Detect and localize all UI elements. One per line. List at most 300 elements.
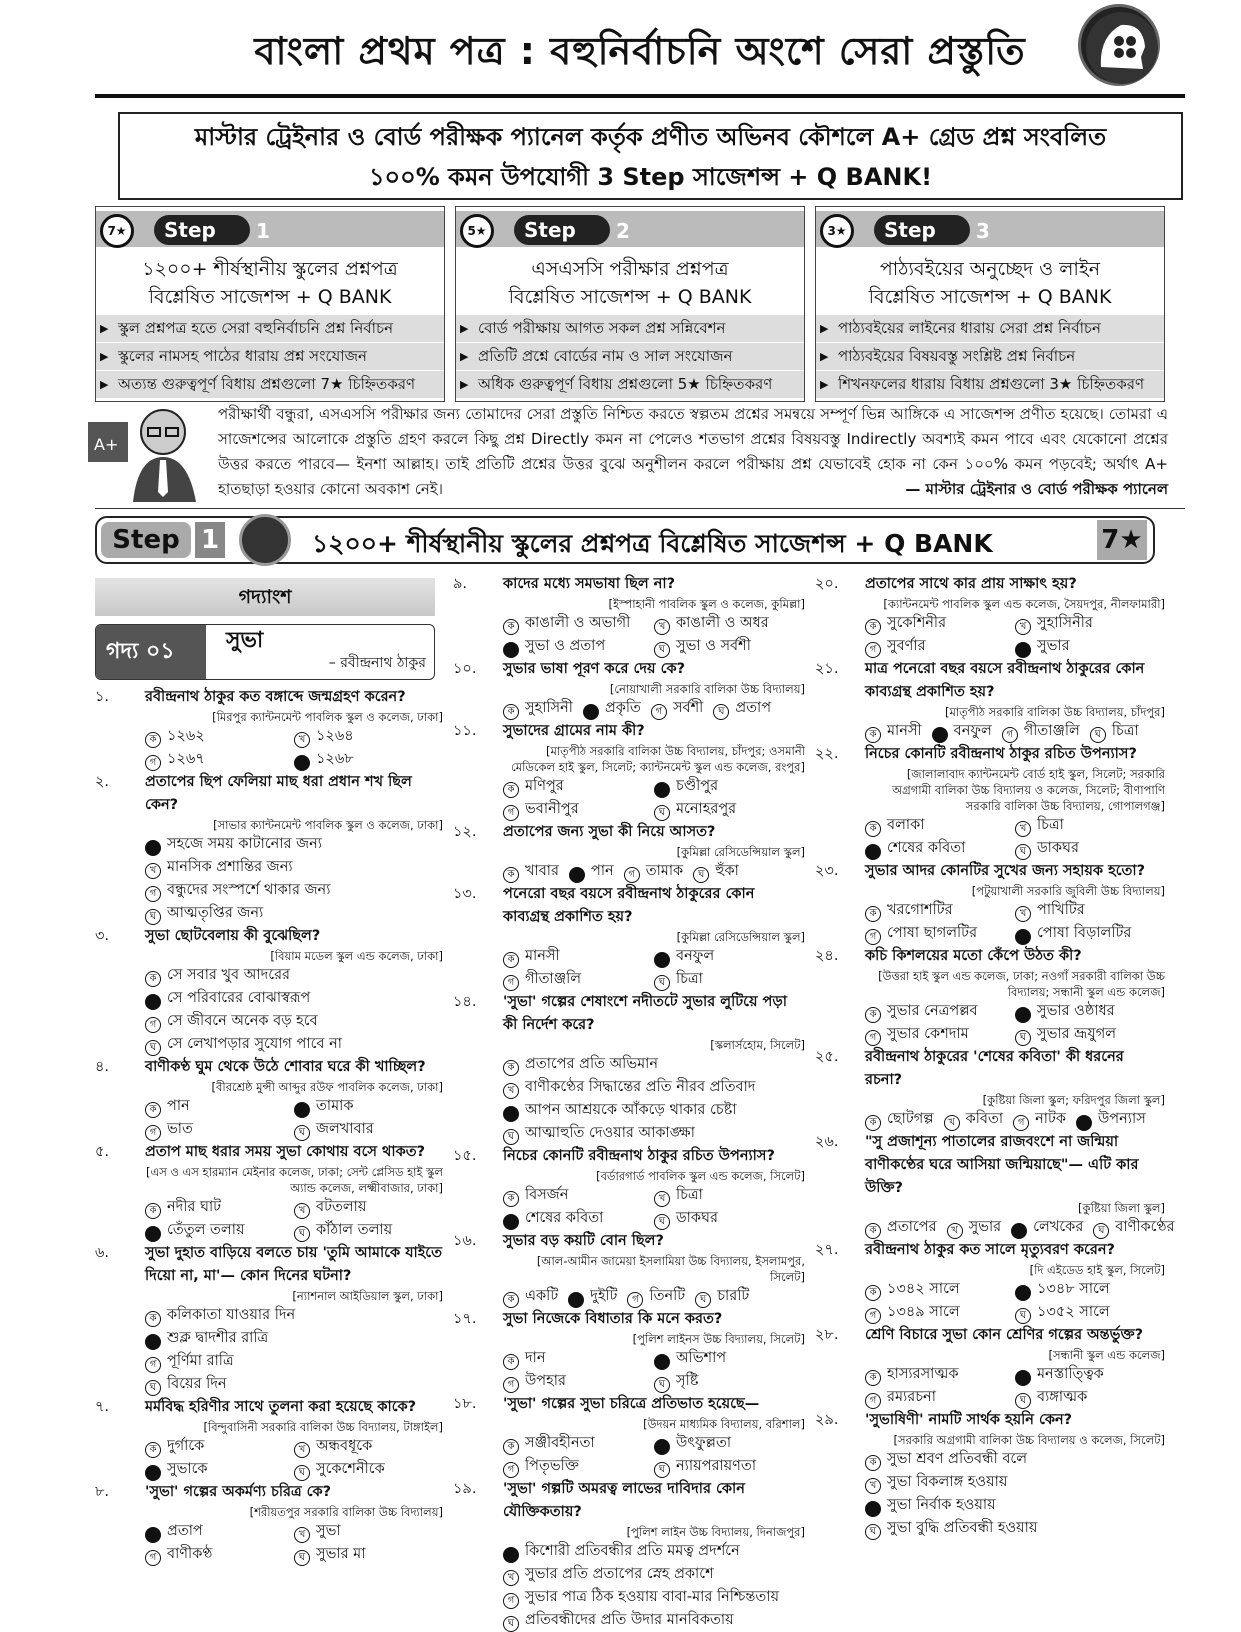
- option-item: [654, 968, 805, 991]
- option-item: [503, 1432, 654, 1455]
- option-item: [503, 1207, 654, 1230]
- options-grid: [453, 1432, 805, 1478]
- option-text: সুকেশিনীর: [887, 615, 947, 631]
- option-text: মানসিক প্রশান্তির জন্য: [167, 859, 293, 875]
- question-item: [95, 771, 443, 833]
- option-item: [1015, 1000, 1165, 1023]
- option-letter-icon: ক: [865, 1007, 881, 1023]
- option-text: ১২৬২: [167, 728, 205, 744]
- option-text: প্রকৃতি: [604, 700, 641, 716]
- option-item: [95, 833, 443, 856]
- option-text: খরগোশটির: [887, 902, 953, 918]
- option-text: কাঁঠাল তলায়: [316, 1222, 393, 1238]
- question-item: [95, 925, 443, 964]
- option-item: [95, 1304, 443, 1327]
- options-grid: [815, 1363, 1165, 1409]
- question-text: সুভা নিজেকে বিধাতার কি মনে করত?: [503, 1311, 723, 1327]
- option-letter-icon: গ: [145, 1357, 161, 1373]
- step-title: [96, 255, 444, 311]
- question-source: [বর্ডারগার্ড পাবলিক স্কুল এন্ড কলেজ, সিলেট]: [596, 1169, 805, 1183]
- option-item: [654, 635, 805, 658]
- option-item: [453, 1586, 805, 1609]
- option-letter-icon: ক: [145, 971, 161, 987]
- answer-marker-icon: ঘ: [1076, 1115, 1092, 1131]
- question-item: [815, 1324, 1165, 1363]
- option-item: [654, 798, 805, 821]
- option-text: মণিপুর: [525, 778, 564, 794]
- option-text: চিত্রা: [1037, 817, 1064, 833]
- option-letter-icon: ঘ: [1015, 1393, 1031, 1409]
- option-letter-icon: খ: [1015, 821, 1031, 837]
- option-item: [865, 720, 922, 743]
- option-item: [503, 775, 654, 798]
- question-text: সুভার আদর কোনটির সুখের জন্য সহায়ক হতো?: [865, 863, 1146, 879]
- option-letter-icon: গ: [1013, 1115, 1029, 1131]
- option-letter-icon: ক: [503, 782, 519, 798]
- option-item: [1015, 922, 1165, 945]
- star-badge: 5★: [460, 214, 494, 248]
- option-letter-icon: ক: [865, 727, 881, 743]
- option-item: [654, 1455, 805, 1478]
- option-text: চিত্রা: [676, 971, 703, 987]
- options-grid: [815, 1278, 1165, 1324]
- question-item: [453, 658, 805, 697]
- option-item: [865, 635, 1015, 658]
- question-source: [পুলিশ লাইনস উচ্চ বিদ্যালয়, সিলেট]: [632, 1332, 805, 1346]
- options-list: [95, 964, 443, 1056]
- question-text: সুভার ভাষা পূরণ করে দেয় কে?: [503, 661, 686, 677]
- question-text: 'সুভা' গল্পের অকর্মণ্য চরিত্র কে?: [145, 1484, 332, 1500]
- question-source: [আল-আমীন জামেয়া ইসলামিয়া উচ্চ বিদ্যালয়, ইসলামপুর, সিলেট]: [536, 1254, 805, 1284]
- step-bar: [456, 211, 804, 247]
- question-column-2: [453, 573, 805, 1632]
- question-text: 'সুভাষিণী' নামটি সার্থক হয়নি কেন?: [865, 1412, 1073, 1428]
- option-letter-icon: গ: [624, 867, 640, 883]
- step-feature: ▶ পাঠ্যবইয়ের লাইনের ধারায় সেরা প্রশ্ন নির্বাচন: [816, 315, 1164, 342]
- question-item: [815, 1239, 1165, 1278]
- option-item: [932, 720, 992, 743]
- options-grid: [815, 1000, 1165, 1046]
- option-letter-icon: ঘ: [654, 805, 670, 821]
- answer-marker-icon: ক: [145, 1527, 161, 1543]
- option-item: [1015, 837, 1165, 860]
- option-letter-icon: খ: [1015, 619, 1031, 635]
- option-item: [453, 1563, 805, 1586]
- option-item: [503, 798, 654, 821]
- option-text: ১৩৪৯ সালে: [887, 1304, 960, 1320]
- option-item: [145, 1118, 294, 1141]
- question-number: ১১.: [453, 723, 477, 739]
- option-item: [654, 1347, 805, 1370]
- option-text: বটতলায়: [316, 1199, 367, 1215]
- question-source: [কুমিল্লা রেসিডেন্সিয়াল স্কুল]: [676, 930, 805, 944]
- question-source: [ন্যাশনাল আইডিয়াল স্কুল, ঢাকা]: [292, 1289, 443, 1303]
- option-text: সঞ্জীবহীনতা: [525, 1435, 595, 1451]
- option-text: হুঁকা: [715, 863, 739, 879]
- option-text: শেষের কবিতা: [887, 840, 966, 856]
- question-number: ২০.: [815, 576, 839, 592]
- option-item: [294, 1520, 443, 1543]
- option-letter-icon: খ: [865, 1478, 881, 1494]
- option-letter-icon: গ: [503, 1377, 519, 1393]
- option-item: [569, 860, 614, 883]
- option-item: [1013, 1108, 1066, 1131]
- option-item: [95, 1350, 443, 1373]
- option-text: সুভা ও সর্বশী: [676, 638, 751, 654]
- question-source: [মাতৃপীঠ সরকারি বালিকা উচ্চ বিদ্যালয়, চাঁদপুর; ওসমানী মেডিকেল হাই স্কুল, সিলেট; ক্যান্টনমেন্ট স্কুল এন্ড কলেজ, রংপুর]: [511, 744, 805, 774]
- option-item: [95, 1033, 443, 1056]
- step-features: [96, 315, 444, 399]
- option-item: [865, 612, 1015, 635]
- option-letter-icon: ঘ: [1015, 1030, 1031, 1046]
- step-feature: ▶ স্কুল প্রশ্নপত্র হতে সেরা বহুনির্বাচনি প্রশ্ন নির্বাচন: [96, 315, 444, 342]
- step-number: 1: [195, 522, 225, 558]
- answer-marker-icon: খ: [932, 727, 948, 743]
- option-item: [1015, 1363, 1165, 1386]
- option-letter-icon: গ: [865, 929, 881, 945]
- option-text: পান: [167, 1098, 190, 1114]
- question-number: ২.: [95, 774, 110, 790]
- option-text: সুভার পাত্র ঠিক হওয়ায় বাবা-মার নিশ্চিন্ততায়: [525, 1589, 780, 1605]
- option-letter-icon: খ: [294, 1442, 310, 1458]
- question-text: মাত্র পনেরো বছর বয়সে রবীন্দ্রনাথ ঠাকুরের কোন কাব্যগ্রন্থ প্রকাশিত হয়?: [865, 661, 1145, 700]
- question-item: [453, 720, 805, 775]
- option-item: [1011, 1216, 1083, 1239]
- option-item: [145, 748, 294, 771]
- option-letter-icon: ঘ: [1093, 1223, 1109, 1239]
- promo-banner: [118, 112, 1183, 200]
- option-item: [713, 697, 771, 720]
- option-text: মানসী: [887, 723, 922, 739]
- answer-marker-icon: গ: [865, 844, 881, 860]
- question-number: ২২.: [815, 746, 839, 762]
- option-item: [294, 1095, 443, 1118]
- question-item: [815, 1131, 1165, 1216]
- option-item: [1015, 1301, 1165, 1324]
- step-box-3: [815, 206, 1165, 402]
- option-letter-icon: ঘ: [865, 1524, 881, 1540]
- option-text: মনোহরপুর: [676, 801, 737, 817]
- option-letter-icon: ঘ: [294, 1125, 310, 1141]
- option-item: [453, 1609, 805, 1632]
- option-letter-icon: ক: [865, 1223, 881, 1239]
- question-number: ১০.: [453, 661, 477, 677]
- option-letter-icon: খ: [654, 1191, 670, 1207]
- option-letter-icon: ঘ: [503, 1616, 519, 1632]
- question-text: সুভা ছোটবেলায় কী বুঝেছিল?: [145, 928, 321, 944]
- option-text: সুভার: [968, 1219, 1002, 1235]
- option-item: [503, 697, 573, 720]
- option-text: ভাত: [167, 1121, 193, 1137]
- option-letter-icon: ঘ: [503, 1129, 519, 1145]
- step-bar: [96, 211, 444, 247]
- option-text: বাণীকণ্ঠের: [1115, 1219, 1175, 1235]
- header-rule: [95, 94, 1185, 98]
- option-letter-icon: ক: [503, 1439, 519, 1455]
- option-text: ১৩৪২ সালে: [887, 1281, 960, 1297]
- option-text: বন্ধুদের সংস্পর্শে থাকার জন্য: [167, 882, 331, 898]
- question-number: ৫.: [95, 1144, 110, 1160]
- step-label: Step: [514, 215, 610, 245]
- option-item: [503, 635, 654, 658]
- option-text: ছোটগল্প: [887, 1111, 934, 1127]
- intro-signature: — মাস্টার ট্রেইনার ও বোর্ড পরীক্ষক প্যানেল: [905, 480, 1168, 498]
- answer-marker-icon: গ: [1011, 1223, 1027, 1239]
- question-source: [সরকারি অগ্রগামী বালিকা উচ্চ বিদ্যালয় ও কলেজ, সিলেট]: [893, 1433, 1165, 1447]
- step-feature: ▶ অধিক গুরুত্বপূর্ণ বিধায় প্রশ্নগুলো 5★ চিহ্নিতকরণ: [456, 371, 804, 398]
- question-text: সুভা দুহাত বাড়িয়ে বলতে চায় 'তুমি আমাকে যাইতে দিয়ো না, মা'— কোন দিনের ঘটনা?: [145, 1245, 443, 1284]
- question-source: [শরীয়তপুর সরকারি বালিকা উচ্চ বিদ্যালয়]: [249, 1505, 443, 1519]
- option-item: [453, 1122, 805, 1145]
- option-text: ১২৬৭: [167, 751, 205, 767]
- question-number: ৭.: [95, 1399, 110, 1415]
- question-source: [উত্তরা হাই স্কুল এন্ড কলেজ, ঢাকা; নওগাঁ সরকারী বালিকা উচ্চ বিদ্যালয়; সন্ধানী স্কুল এন্ড কলেজ]: [878, 969, 1165, 999]
- option-text: চিত্রা: [1111, 723, 1139, 739]
- option-item: [503, 1455, 654, 1478]
- step-label: Step: [874, 215, 970, 245]
- option-text: একটি: [525, 1288, 559, 1304]
- option-item: [815, 1494, 1165, 1517]
- question-number: ১৬.: [453, 1233, 477, 1249]
- option-item: [865, 1363, 1015, 1386]
- option-letter-icon: ক: [865, 906, 881, 922]
- option-letter-icon: খ: [654, 619, 670, 635]
- option-letter-icon: ঘ: [145, 909, 161, 925]
- options-grid: [815, 899, 1165, 945]
- option-text: পোষা বিড়ালটির: [1037, 925, 1132, 941]
- section-heading: গদ্যাংশ: [95, 578, 435, 616]
- answer-marker-icon: গ: [503, 642, 519, 658]
- option-item: [294, 1118, 443, 1141]
- option-text: পান: [590, 863, 614, 879]
- question-item: [453, 1308, 805, 1347]
- option-item: [503, 1285, 558, 1308]
- option-letter-icon: খ: [1015, 906, 1031, 922]
- option-item: [1002, 720, 1080, 743]
- option-text: শুক্ল দ্বাদশীর রাত্রি: [167, 1330, 269, 1346]
- question-text: মর্মবিদ্ধ হরিণীর সাথে তুলনা করা হয়েছে কাকে?: [145, 1399, 417, 1415]
- option-item: [503, 1370, 654, 1393]
- options-grid: [95, 1196, 443, 1242]
- option-text: খাবার: [525, 863, 559, 879]
- option-text: ডাকঘর: [1037, 840, 1079, 856]
- answer-marker-icon: খ: [145, 994, 161, 1010]
- option-text: নদীর ঘাট: [167, 1199, 222, 1215]
- step-features: [816, 315, 1164, 399]
- option-text: প্রতাপ: [735, 700, 772, 716]
- question-item: [815, 743, 1165, 814]
- option-letter-icon: ক: [145, 1102, 161, 1118]
- option-item: [583, 697, 641, 720]
- options-row: [453, 860, 805, 883]
- option-item: [95, 1327, 443, 1350]
- option-item: [1090, 720, 1139, 743]
- option-item: [1015, 1023, 1165, 1046]
- option-item: [95, 964, 443, 987]
- option-item: [503, 945, 654, 968]
- question-number: ২১.: [815, 661, 839, 677]
- option-letter-icon: গ: [503, 1462, 519, 1478]
- options-row: [815, 720, 1165, 743]
- question-item: [453, 821, 805, 860]
- step-title-line: বিশ্লেষিত সাজেশন্স + Q BANK: [148, 286, 392, 308]
- option-text: সে লেখাপড়ার সুযোগ পাবে না: [167, 1036, 342, 1052]
- question-item: [815, 860, 1165, 899]
- option-text: ব্যঙ্গাত্মক: [1037, 1389, 1088, 1405]
- question-text: 'সুভা' গল্পটি অমরত্ব লাভের দাবিদার কোন যৌক্তিকতায়?: [503, 1481, 745, 1520]
- question-source: [স্কলার্সহোম, সিলেট]: [710, 1038, 805, 1052]
- option-text: ন্যায়পরায়ণতা: [676, 1458, 757, 1474]
- question-source: [কুমিল্লা রেসিডেন্সিয়াল স্কুল]: [676, 845, 805, 859]
- option-item: [145, 1435, 294, 1458]
- option-item: [693, 860, 739, 883]
- option-item: [145, 1095, 294, 1118]
- step-title-line: বিশ্লেষিত সাজেশন্স + Q BANK: [508, 286, 752, 308]
- question-number: ২৭.: [815, 1242, 839, 1258]
- option-text: আপন আশ্রয়কে আঁকড়ে থাকার চেষ্টা: [525, 1102, 737, 1118]
- option-text: ১২৬৮: [316, 751, 354, 767]
- option-letter-icon: খ: [294, 1527, 310, 1543]
- option-text: ১৩৪৮ সালে: [1037, 1281, 1110, 1297]
- question-text: নিচের কোনটি রবীন্দ্রনাথ ঠাকুর রচিত উপন্যাস?: [503, 1148, 775, 1164]
- option-item: [815, 1471, 1165, 1494]
- question-text: প্রতাপ মাছ ধরার সময় সুভা কোথায় বসে থাকত?: [145, 1144, 426, 1160]
- option-text: সে জীবনে অনেক বড় হবে: [167, 1013, 318, 1029]
- option-text: রম্যরচনা: [887, 1389, 936, 1405]
- option-text: সুভা শ্রবণ প্রতিবন্ধী বলে: [887, 1451, 1028, 1467]
- option-item: [865, 1000, 1015, 1023]
- option-text: গীতাঞ্জলি: [525, 971, 582, 987]
- option-letter-icon: গ: [145, 1550, 161, 1566]
- question-text: রবীন্দ্রনাথ ঠাকুর কত সালে মৃত্যুবরণ করেন?: [865, 1242, 1115, 1258]
- option-letter-icon: ক: [865, 1285, 881, 1301]
- options-grid: [453, 1184, 805, 1230]
- intro-text: পরীক্ষার্থী বন্ধুরা, এসএসসি পরীক্ষার জন্য তোমাদের সেরা প্রস্তুতি নিশ্চিত করতে স্বল্পতম প্রশ্নের সমন্বয়ে সম্পূর্ণ ভিন্ন আঙ্গিকে এ সাজেশন্স প্রণীত হয়েছে। তোমরা এ সাজেশন্সের আলোকে প্রস্তুতি গ্রহণ করলে কিছু প্রশ্ন Directly কমন না পেলেও শতভাগ প্রশ্নের বিষয়বস্তু Indirectly অবশ্যই কমন পাবে এবং যেকোনো প্রশ্নের উত্তর করতে পারবে— ইনশা আল্লাহ। তাই প্রতিটি প্রশ্নের উত্তর বুঝে অনুশীলন করলে পরীক্ষায় প্রশ্ন যেভাবেই হোক না কেন ১০০% কমন পড়বেই; অর্থাৎ A+ হাতছাড়া হওয়ার কোনো অবকাশ নেই।: [218, 405, 1168, 498]
- question-source: [দি এইডেড হাই স্কুল, সিলেট]: [1029, 1263, 1165, 1277]
- option-letter-icon: ক: [503, 1060, 519, 1076]
- question-text: সুভার বড় কয়টি বোন ছিল?: [503, 1233, 664, 1249]
- step-feature: ▶ পাঠ্যবইয়ের বিষয়বস্তু সংশ্লিষ্ট প্রশ্ন নির্বাচন: [816, 343, 1164, 370]
- option-text: সুভা বুদ্ধি প্রতিবন্ধী হওয়ায়: [887, 1520, 1038, 1536]
- option-item: [294, 1458, 443, 1481]
- option-text: সুবর্ণার: [887, 638, 926, 654]
- option-text: সুভা বিকলাঙ্গ হওয়ায়: [887, 1474, 1008, 1490]
- option-letter-icon: গ: [503, 805, 519, 821]
- option-letter-icon: গ: [145, 1125, 161, 1141]
- answer-marker-icon: ক: [503, 1547, 519, 1563]
- question-source: [উদয়ন মাধ্যমিক বিদ্যালয়, বরিশাল]: [643, 1417, 805, 1431]
- option-letter-icon: খ: [944, 1115, 960, 1131]
- step-title-line: এসএসসি পরীক্ষার প্রশ্নপত্র: [531, 258, 729, 280]
- divider: [95, 508, 1185, 509]
- option-text: বাণীকণ্ঠের সিদ্ধান্তের প্রতি নীরব প্রতিবাদ: [525, 1079, 756, 1095]
- option-letter-icon: ক: [503, 952, 519, 968]
- option-text: উপহার: [525, 1373, 566, 1389]
- film-reel-icon: [239, 514, 291, 566]
- option-text: কাঙালী ও অধর: [676, 615, 769, 631]
- answer-marker-icon: খ: [569, 867, 585, 883]
- step-bar: [816, 211, 1164, 247]
- option-text: কিশোরী প্রতিবন্ধীর প্রতি মমত্ব প্রদর্শনে: [525, 1543, 740, 1559]
- option-letter-icon: ক: [865, 1370, 881, 1386]
- question-text: শ্রেণি বিচারে সুভা কোন শ্রেণির গল্পের অন্তর্ভুক্ত?: [865, 1327, 1143, 1343]
- question-number: ২৬.: [815, 1134, 839, 1150]
- option-text: উপন্যাস: [1098, 1111, 1146, 1127]
- question-number: ১৩.: [453, 886, 477, 902]
- question-item: [95, 1481, 443, 1520]
- option-text: সুভার কেশদাম: [887, 1026, 969, 1042]
- option-letter-icon: গ: [865, 1030, 881, 1046]
- option-letter-icon: ঘ: [695, 1292, 711, 1308]
- option-letter-icon: গ: [865, 642, 881, 658]
- option-text: তেঁতুল তলায়: [167, 1222, 245, 1238]
- option-item: [654, 612, 805, 635]
- option-text: তামাক: [316, 1098, 354, 1114]
- option-text: সুহাসিনীর: [1037, 615, 1093, 631]
- option-item: [1015, 635, 1165, 658]
- option-text: কবিতা: [965, 1111, 1004, 1127]
- answer-marker-icon: খ: [583, 704, 599, 720]
- option-text: পাখিটির: [1037, 902, 1085, 918]
- option-item: [1015, 612, 1165, 635]
- option-letter-icon: গ: [1002, 727, 1018, 743]
- option-letter-icon: গ: [145, 886, 161, 902]
- question-item: [95, 1141, 443, 1196]
- option-letter-icon: খ: [503, 1570, 519, 1586]
- option-text: সুভার ওষ্ঠাধর: [1037, 1003, 1115, 1019]
- step-feature: ▶ অত্যন্ত গুরুত্বপূর্ণ বিধায় প্রশ্নগুলো 7★ চিহ্নিতকরণ: [96, 371, 444, 398]
- option-letter-icon: ঘ: [693, 867, 709, 883]
- option-item: [294, 748, 443, 771]
- option-letter-icon: ঘ: [654, 1377, 670, 1393]
- option-item: [654, 1432, 805, 1455]
- option-text: দুইটি: [590, 1288, 618, 1304]
- option-item: [654, 775, 805, 798]
- options-grid: [453, 775, 805, 821]
- question-item: [815, 573, 1165, 612]
- option-letter-icon: গ: [145, 755, 161, 771]
- question-item: [453, 1145, 805, 1184]
- option-item: [294, 725, 443, 748]
- question-item: [95, 1396, 443, 1435]
- option-letter-icon: গ: [865, 1393, 881, 1409]
- option-text: পূর্ণিমা রাত্রি: [167, 1353, 234, 1369]
- option-item: [865, 1216, 937, 1239]
- option-letter-icon: ঘ: [1015, 1308, 1031, 1324]
- step-title-line: পাঠ্যবইয়ের অনুচ্ছেদ ও লাইন: [879, 258, 1101, 280]
- option-text: সে সবার খুব আদরের: [167, 967, 291, 983]
- option-item: [865, 899, 1015, 922]
- answer-marker-icon: খ: [654, 952, 670, 968]
- option-letter-icon: ঘ: [654, 975, 670, 991]
- option-text: শেষের কবিতা: [525, 1210, 604, 1226]
- answer-marker-icon: খ: [654, 1439, 670, 1455]
- option-text: সুভার নেত্রপল্লব: [887, 1003, 978, 1019]
- story-name: সুভা: [226, 628, 264, 653]
- option-item: [654, 945, 805, 968]
- option-letter-icon: ঘ: [294, 1465, 310, 1481]
- option-letter-icon: ক: [865, 619, 881, 635]
- option-letter-icon: ক: [865, 1115, 881, 1131]
- option-item: [865, 1023, 1015, 1046]
- option-letter-icon: ঘ: [713, 704, 729, 720]
- options-grid: [815, 814, 1165, 860]
- step-label: Step: [154, 215, 250, 245]
- answer-marker-icon: ক: [145, 840, 161, 856]
- option-letter-icon: ক: [145, 1311, 161, 1327]
- answer-marker-icon: খ: [1015, 1285, 1031, 1301]
- option-text: দুর্গাকে: [167, 1438, 205, 1454]
